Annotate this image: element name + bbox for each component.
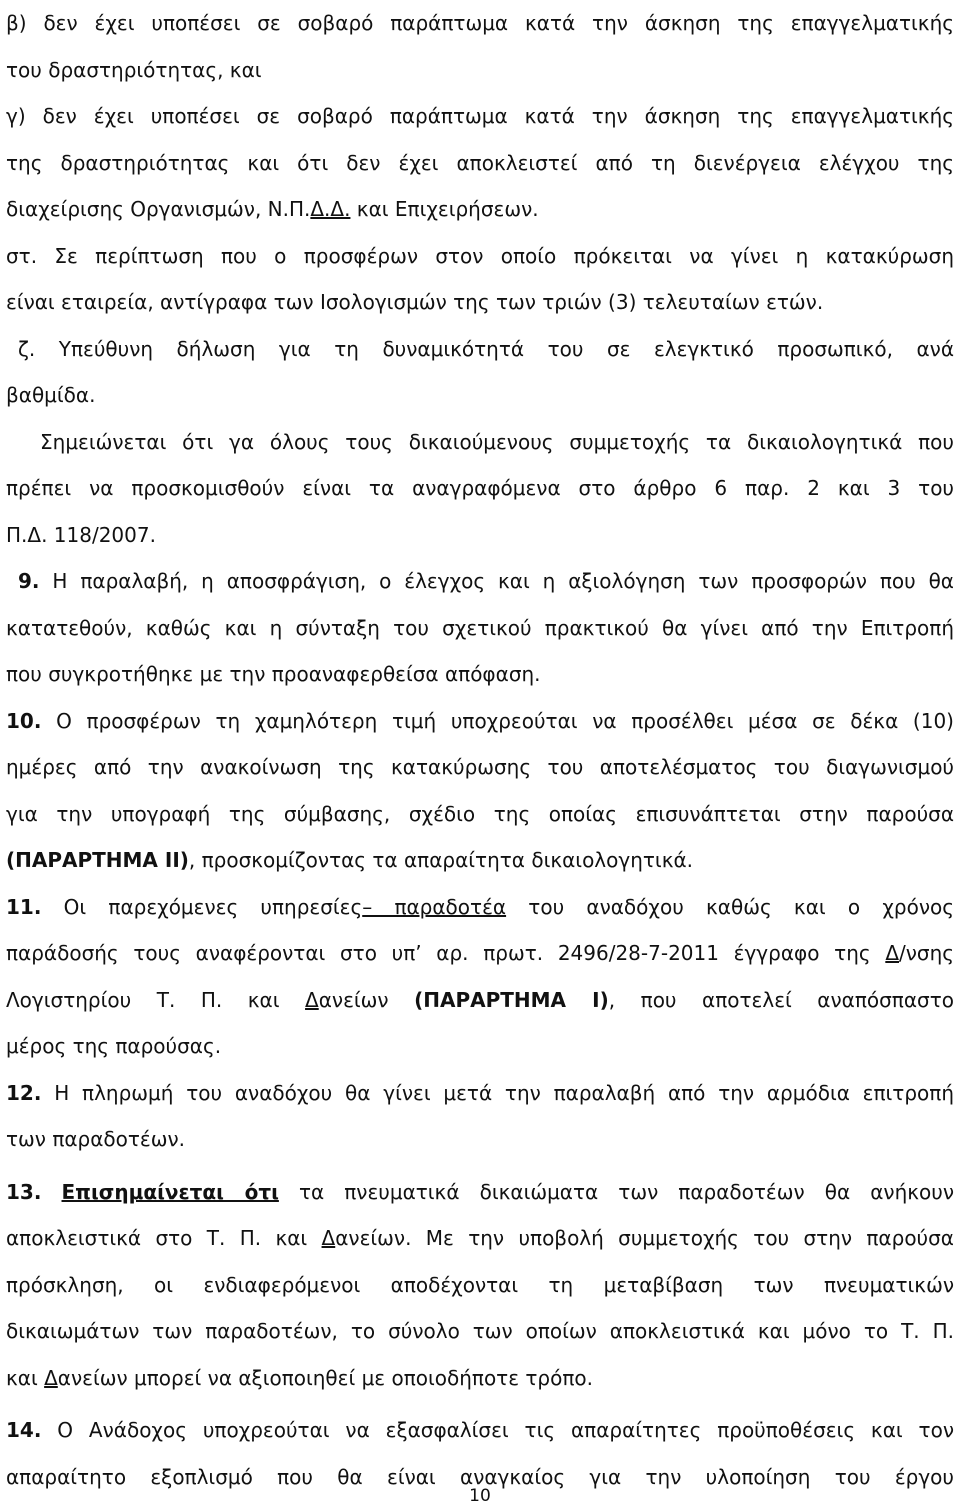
p13-line-3 (6, 1262, 954, 1309)
p11-annex-bold: (ΠΑΡΑΡΤΗΜΑ Ι) (414, 987, 609, 1012)
item-g-text-3: διαχείρισης Οργανισμών, Ν.Π. (6, 197, 311, 221)
p10-line-3 (6, 791, 954, 838)
item-z-line-1 (6, 326, 954, 373)
document-body (6, 0, 954, 1500)
p11-underlined-2: Δ (885, 941, 899, 965)
p13-number: 13. (6, 1179, 42, 1204)
p9-text-2: κατατεθούν, καθώς και η σύνταξη του σχετικού πρακτικού θα γίνει από την Επιτροπή (6, 615, 954, 640)
item-g-line-2 (6, 140, 954, 187)
p9-text-1: Η παραλαβή, η αποσφράγιση, ο έλεγχος και η αξιολόγηση των προσφορών που θα (39, 569, 954, 593)
p14-text-2: απαραίτητο εξοπλισμό που θα είναι αναγκαίος για την υλοποίηση του έργου (6, 1464, 954, 1489)
p10-annex-bold: (ΠΑΡΑΡΤΗΜΑ ΙΙ) (6, 848, 189, 872)
p9-line-3 (6, 651, 954, 698)
item-b-line-2 (6, 47, 954, 94)
p13-line-5 (6, 1355, 954, 1402)
p10-text-4: , προσκομίζοντας τα απαραίτητα δικαιολογητικά. (188, 848, 694, 872)
p9-number: 9. (18, 569, 40, 593)
p10-text-1: Ο προσφέρων τη χαμηλότερη τιμή υποχρεούται να προσέλθει μέσα σε δέκα (10) (41, 708, 954, 733)
p11-underlined-1: – παραδοτέα (362, 894, 507, 919)
p9-line-2 (6, 605, 954, 652)
note-text-1: Σημειώνεται ότι γα όλους τους δικαιούμενους συμμετοχής τα δικαιολογητικά που (40, 429, 954, 454)
item-g-line-3 (6, 186, 954, 233)
p13-line-2 (6, 1215, 954, 1262)
p13-underlined-5: Δ (44, 1365, 58, 1390)
p10-text-3: για την υπογραφή της σύμβασης, σχέδιο της οποίας επισυνάπτεται στην παρούσα (6, 801, 954, 826)
p11-line-2 (6, 930, 954, 977)
p11-text-3-end: , που αποτελεί αναπόσπαστο (608, 987, 954, 1012)
p10-line-1 (6, 698, 954, 745)
p13-text-5a: και (6, 1365, 45, 1390)
p9-text-3: που συγκροτήθηκε με την προαναφερθείσα απόφαση. (6, 662, 541, 686)
p11-text-3b: ανείων (318, 987, 415, 1012)
p10-number: 10. (6, 708, 42, 733)
p11-text-1b: του αναδόχου καθώς και ο χρόνος (506, 894, 955, 919)
p11-text-3a: Λογιστηρίου Τ. Π. και (6, 987, 306, 1012)
p13-text-2b: ανείων. Με την υποβολή συμμετοχής του στην παρούσα (335, 1226, 954, 1250)
item-g-line-1 (6, 93, 954, 140)
p12-text-2: των παραδοτέων. (6, 1127, 186, 1151)
p11-number: 11. (6, 894, 42, 919)
item-b-text-2: του δραστηριότητας, και (6, 57, 262, 82)
p13-text-5b: ανείων μπορεί να αξιοποιηθεί με οποιοδήποτε τρόπο. (57, 1365, 594, 1390)
item-st-line-1 (6, 233, 954, 280)
p10-line-2 (6, 744, 954, 791)
note-line-1 (6, 419, 954, 466)
p12-line-1 (6, 1070, 954, 1117)
p13-underlined-2: Δ (321, 1226, 336, 1250)
item-z-text-1: ζ. Υπεύθυνη δήλωση για τη δυναμικότητά του σε ελεγκτικό προσωπικό, ανά (18, 336, 954, 361)
note-line-2 (6, 465, 954, 512)
item-st-line-2 (6, 279, 954, 326)
p11-line-1 (6, 884, 954, 931)
p13-text-4: δικαιωμάτων των παραδοτέων, το σύνολο των οποίων αποκλειστικά και μόνο το Τ. Π. (6, 1319, 954, 1343)
p12-text-1: Η πληρωμή του αναδόχου θα γίνει μετά την παραλαβή από την αρμόδια επιτροπή (41, 1080, 954, 1105)
note-text-3: Π.Δ. 118/2007. (6, 522, 156, 547)
p14-line-1 (6, 1407, 954, 1454)
p9-line-1 (6, 558, 954, 605)
p13-text-3: πρόσκληση, οι ενδιαφερόμενοι αποδέχονται τη μεταβίβαση των πνευματικών (6, 1272, 954, 1297)
p12-number: 12. (6, 1080, 42, 1105)
p14-number: 14. (6, 1418, 42, 1442)
item-g-text-3-end: και Επιχειρήσεων. (350, 197, 539, 221)
p10-text-2: ημέρες από την ανακοίνωση της κατακύρωσης του αποτελέσματος του διαγωνισμού (6, 755, 954, 779)
note-line-3 (6, 512, 954, 559)
item-b-line-1 (6, 0, 954, 47)
p11-text-2a: παράδοσής τους αναφέρονται στο υπ’ αρ. πρωτ. 2496/28-7-2011 έγγραφο της (6, 941, 886, 965)
p13-line-4 (6, 1308, 954, 1355)
item-g-text-2: της δραστηριότητας και ότι δεν έχει αποκλειστεί από τη διενέργεια ελέγχου της (6, 150, 954, 175)
p12-line-2 (6, 1116, 954, 1163)
item-g-underlined: Δ.Δ. (310, 197, 351, 221)
p10-line-4 (6, 837, 954, 884)
p11-text-2b: /νσης (899, 941, 954, 965)
p11-text-1a: Οι παρεχόμενες υπηρεσίες (41, 894, 363, 919)
item-b-text-1: β) δεν έχει υποπέσει σε σοβαρό παράπτωμα κατά την άσκηση της επαγγελματικής (6, 11, 954, 35)
page-number: 10 (469, 1486, 491, 1506)
p13-text-2a: αποκλειστικά στο Τ. Π. και (6, 1226, 322, 1250)
item-g-text-1: γ) δεν έχει υποπέσει σε σοβαρό παράπτωμα κατά την άσκηση της επαγγελματικής (6, 104, 954, 128)
p14-text-1: Ο Ανάδοχος υποχρεούται να εξασφαλίσει τις απαραίτητες προϋποθέσεις και τον (41, 1418, 954, 1442)
p13-text-1: τα πνευματικά δικαιώματα των παραδοτέων θα ανήκουν (278, 1179, 955, 1204)
p11-line-4 (6, 1023, 954, 1070)
p13-line-1 (6, 1169, 954, 1216)
note-text-2: πρέπει να προσκομισθούν είναι τα αναγραφόμενα στο άρθρο 6 παρ. 2 και 3 του (6, 476, 954, 500)
item-st-text-2: είναι εταιρεία, αντίγραφα των Ισολογισμών της των τριών (3) τελευταίων ετών. (6, 290, 824, 314)
p13-bold-phrase: Επισημαίνεται ότι (61, 1179, 279, 1204)
p11-underlined-3: Δ (305, 987, 319, 1012)
item-st-text-1: στ. Σε περίπτωση που ο προσφέρων στον οποίο πρόκειται να γίνει η κατακύρωση (6, 243, 954, 268)
p11-line-3 (6, 977, 954, 1024)
item-z-text-2: βαθμίδα. (6, 383, 96, 407)
item-z-line-2 (6, 372, 954, 419)
p11-text-4: μέρος της παρούσας. (6, 1034, 222, 1058)
